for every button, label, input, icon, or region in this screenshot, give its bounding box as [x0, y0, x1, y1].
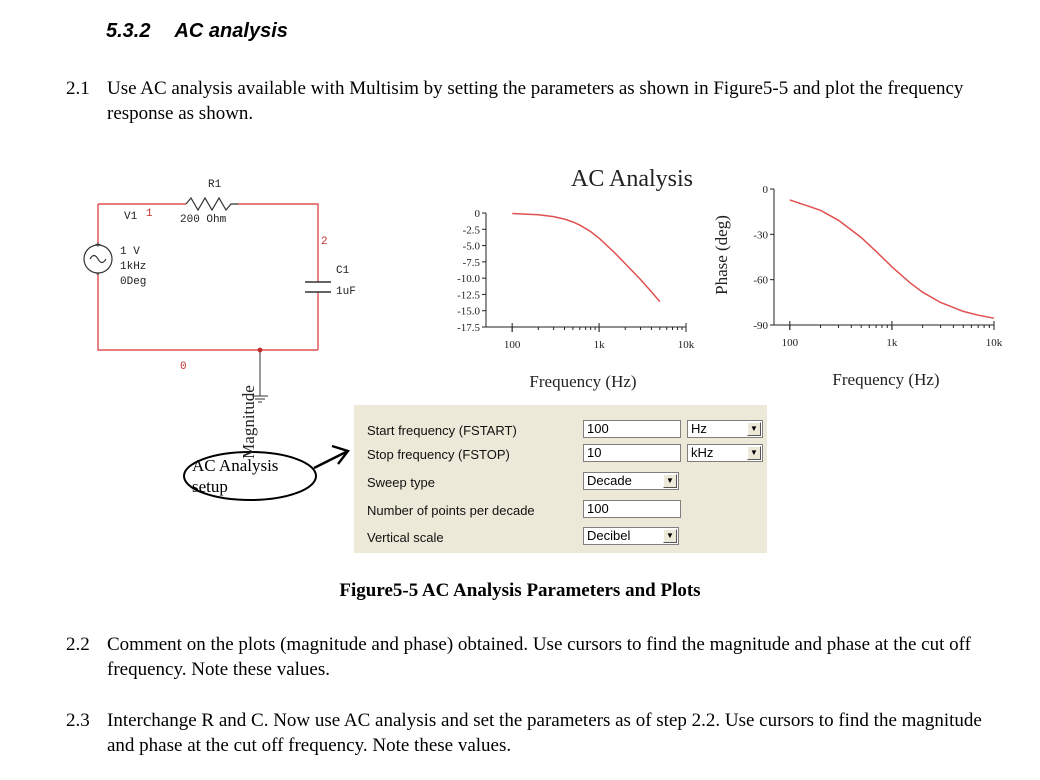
x-tick-label: 1k: [886, 337, 898, 349]
paragraph-number: 2.3: [66, 710, 90, 731]
phase-axis-label: Phase (deg): [712, 215, 731, 295]
start-frequency-unit: Hz: [691, 421, 707, 436]
paragraph-2-2: [66, 632, 1006, 684]
start-frequency-input[interactable]: 100: [583, 420, 681, 438]
y-tick-label: 0: [762, 184, 768, 196]
x-tick-label: 100: [781, 337, 799, 349]
node-1-label: 1: [146, 208, 153, 220]
stop-frequency-unit-select[interactable]: [687, 444, 763, 462]
figure-caption: Figure5-5 AC Analysis Parameters and Plots: [339, 580, 701, 601]
callout: [180, 430, 370, 520]
ac-setup-panel: [354, 405, 767, 553]
phase-x-label: Frequency (Hz): [832, 370, 940, 389]
paragraph-2-3: [66, 708, 1006, 760]
y-tick-label: -7.5: [462, 256, 480, 269]
source-ref: V1: [124, 211, 138, 223]
dropdown-arrow-icon: ▼: [747, 446, 761, 460]
resistor-icon: [186, 198, 238, 210]
y-tick-label: 0: [474, 208, 480, 220]
y-tick-label: -2.5: [462, 224, 480, 237]
junction-dot: [258, 348, 263, 353]
chart-title: AC Analysis: [570, 166, 694, 192]
paragraph-text: Use AC analysis available with Multisim by setting the parameters as shown in Figure5-5 and plot the frequency response as shown.: [107, 78, 964, 124]
capacitor-icon: [305, 282, 331, 292]
y-tick-label: -30: [753, 229, 768, 242]
x-tick-label: 100: [503, 339, 521, 351]
stop-frequency-label: Stop frequency (FSTOP): [367, 447, 510, 462]
circuit-schematic: [80, 170, 400, 420]
x-tick-label: 1k: [593, 339, 605, 351]
dropdown-arrow-icon: ▼: [747, 422, 761, 436]
magnitude-x-label: Frequency (Hz): [529, 372, 637, 391]
node-2-label: 2: [321, 236, 328, 248]
y-tick-label: -90: [753, 320, 768, 332]
y-tick-label: -5.0: [462, 240, 480, 253]
y-tick-label: -12.5: [457, 289, 480, 302]
stop-frequency-input[interactable]: 10: [583, 444, 681, 462]
start-frequency-label: Start frequency (FSTART): [367, 423, 517, 438]
capacitor-value: 1uF: [336, 286, 356, 298]
start-frequency-unit-select[interactable]: [687, 420, 763, 438]
dropdown-arrow-icon: ▼: [663, 474, 677, 488]
stop-frequency-unit: kHz: [691, 445, 714, 460]
svg-text:+: +: [95, 240, 101, 251]
y-tick-label: -17.5: [457, 322, 480, 334]
points-per-decade-input[interactable]: 100: [583, 500, 681, 518]
node-0-label: 0: [180, 361, 187, 373]
section-title: AC analysis: [174, 20, 288, 42]
section-number: 5.3.2: [106, 20, 151, 42]
vertical-scale-select[interactable]: [583, 527, 679, 545]
paragraph-text: Interchange R and C. Now use AC analysis and set the parameters as of step 2.2. Use cursors to find the magnitude and phase at the cut off frequency. Note these values.: [107, 710, 982, 756]
phase-chart: [700, 160, 1025, 395]
resistor-value: 200 Ohm: [180, 214, 227, 226]
y-tick-label: -60: [753, 274, 768, 287]
paragraph-text: Comment on the plots (magnitude and phase) obtained. Use cursors to find the magnitude and phase at the cut off frequency. Note these values.: [107, 634, 971, 680]
source-amplitude: 1 V: [120, 246, 140, 258]
callout-line-2: setup: [192, 477, 228, 496]
y-tick-label: -15.0: [457, 305, 480, 318]
svg-text:-: -: [96, 269, 100, 280]
paragraph-number: 2.1: [66, 78, 90, 99]
sweep-type-value: Decade: [587, 473, 632, 488]
sweep-type-label: Sweep type: [367, 475, 435, 490]
y-tick-label: -10.0: [457, 273, 480, 286]
sweep-type-select[interactable]: [583, 472, 679, 490]
vertical-scale-label: Vertical scale: [367, 530, 444, 545]
resistor-ref: R1: [208, 179, 222, 191]
points-per-decade-label: Number of points per decade: [367, 503, 535, 518]
callout-line-1: AC Analysis: [192, 456, 279, 475]
ac-source-icon: [84, 240, 112, 280]
x-tick-label: 10k: [985, 337, 1003, 349]
series-line-magnitude: [512, 214, 660, 302]
capacitor-ref: C1: [336, 265, 350, 277]
magnitude-axis-label: Magnitude: [239, 385, 258, 459]
section-heading: [106, 20, 288, 43]
x-tick-label: 10k: [677, 339, 695, 351]
source-phase: 0Deg: [120, 276, 147, 288]
source-frequency: 1kHz: [120, 261, 147, 273]
paragraph-number: 2.2: [66, 634, 90, 655]
dropdown-arrow-icon: ▼: [663, 529, 677, 543]
vertical-scale-value: Decibel: [587, 528, 631, 543]
series-line-phase: [790, 200, 994, 318]
paragraph-2-1: [66, 76, 1006, 128]
